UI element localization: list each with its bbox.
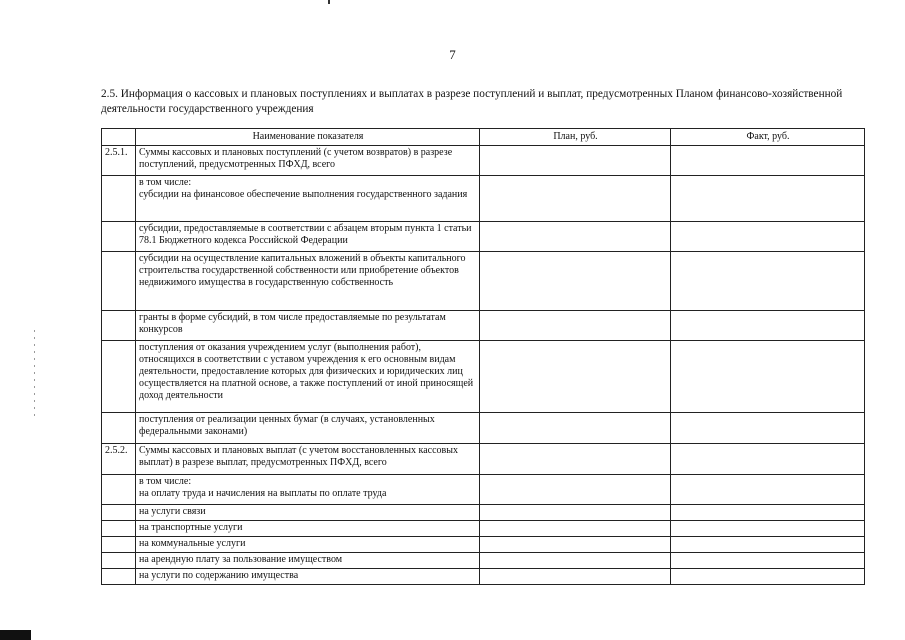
table-row bbox=[102, 311, 865, 341]
header-plan: План, руб. bbox=[480, 129, 671, 146]
scan-artifact-corner bbox=[0, 630, 31, 640]
row-fact-value bbox=[671, 505, 865, 521]
header-fact: Факт, руб. bbox=[671, 129, 865, 146]
row-indicator-name bbox=[136, 444, 480, 475]
indicator-text-line: субсидии на осуществление капитальных вложений в объекты капитального строительства государственной собственности или приобретение объектов недвижимого имущества в государственную собственность bbox=[139, 253, 466, 288]
table-body bbox=[102, 146, 865, 585]
row-code bbox=[102, 311, 136, 341]
row-plan-value bbox=[480, 176, 671, 222]
table-row bbox=[102, 176, 865, 222]
row-indicator-name bbox=[136, 475, 480, 505]
row-fact-value bbox=[671, 176, 865, 222]
row-code bbox=[102, 222, 136, 252]
table-row bbox=[102, 569, 865, 585]
row-fact-value bbox=[671, 341, 865, 413]
table-row bbox=[102, 146, 865, 176]
financial-indicators-table bbox=[101, 128, 865, 585]
indicator-text-line: на услуги связи bbox=[139, 506, 206, 517]
indicator-text-line: на оплату труда и начисления на выплаты по оплате труда bbox=[139, 488, 387, 499]
indicator-text-line: поступления от реализации ценных бумаг (в случаях, установленных федеральными законами) bbox=[139, 414, 435, 437]
row-code bbox=[102, 505, 136, 521]
table-header-row bbox=[102, 129, 865, 146]
row-fact-value bbox=[671, 475, 865, 505]
table-row bbox=[102, 537, 865, 553]
row-code bbox=[102, 413, 136, 444]
row-fact-value bbox=[671, 252, 865, 311]
row-indicator-name bbox=[136, 222, 480, 252]
indicator-text-line: на услуги по содержанию имущества bbox=[139, 570, 299, 581]
row-indicator-name bbox=[136, 341, 480, 413]
row-fact-value bbox=[671, 413, 865, 444]
scan-artifact-dots bbox=[34, 330, 35, 420]
row-plan-value bbox=[480, 222, 671, 252]
table-row bbox=[102, 475, 865, 505]
row-code bbox=[102, 521, 136, 537]
row-code: 2.5.1. bbox=[102, 146, 136, 176]
row-indicator-name bbox=[136, 252, 480, 311]
row-plan-value bbox=[480, 505, 671, 521]
header-indicator-name: Наименование показателя bbox=[136, 129, 480, 146]
row-code bbox=[102, 537, 136, 553]
row-indicator-name bbox=[136, 176, 480, 222]
row-plan-value bbox=[480, 569, 671, 585]
row-code: 2.5.2. bbox=[102, 444, 136, 475]
indicator-text-line: на арендную плату за пользование имуществом bbox=[139, 554, 343, 565]
table-row bbox=[102, 222, 865, 252]
table-row bbox=[102, 252, 865, 311]
row-indicator-name bbox=[136, 553, 480, 569]
table-row bbox=[102, 521, 865, 537]
table-row bbox=[102, 413, 865, 444]
row-plan-value bbox=[480, 553, 671, 569]
table-row bbox=[102, 505, 865, 521]
table-row bbox=[102, 444, 865, 475]
indicator-text-line: в том числе: bbox=[139, 177, 192, 188]
row-fact-value bbox=[671, 553, 865, 569]
row-plan-value bbox=[480, 413, 671, 444]
indicator-text-line: поступления от оказания учреждением услуг (выполнения работ), относящихся в соответствии с уставом учреждения к его основным видам деятельности, предоставление которых для физических и юридических лиц осуществляется на платной основе, а также поступлений от иной приносящей доход деятельности bbox=[139, 342, 474, 401]
indicator-text-line: на транспортные услуги bbox=[139, 522, 243, 533]
indicator-text-line: в том числе: bbox=[139, 476, 192, 487]
row-indicator-name bbox=[136, 311, 480, 341]
row-plan-value bbox=[480, 521, 671, 537]
page-number: 7 bbox=[449, 47, 456, 62]
row-indicator-name bbox=[136, 413, 480, 444]
row-code bbox=[102, 475, 136, 505]
row-plan-value bbox=[480, 341, 671, 413]
row-code bbox=[102, 341, 136, 413]
indicator-text-line: на коммунальные услуги bbox=[139, 538, 246, 549]
row-plan-value bbox=[480, 311, 671, 341]
row-indicator-name bbox=[136, 146, 480, 176]
row-indicator-name bbox=[136, 521, 480, 537]
row-fact-value bbox=[671, 311, 865, 341]
header-code bbox=[102, 129, 136, 146]
indicator-text-line: Суммы кассовых и плановых поступлений (с учетом возвратов) в разрезе поступлений, предусмотренных ПФХД, всего bbox=[139, 147, 453, 170]
row-fact-value bbox=[671, 146, 865, 176]
row-plan-value bbox=[480, 146, 671, 176]
indicator-text-line: гранты в форме субсидий, в том числе предоставляемые по результатам конкурсов bbox=[139, 312, 446, 335]
row-code bbox=[102, 252, 136, 311]
row-indicator-name bbox=[136, 537, 480, 553]
row-fact-value bbox=[671, 444, 865, 475]
table-row bbox=[102, 341, 865, 413]
row-fact-value bbox=[671, 521, 865, 537]
row-plan-value bbox=[480, 475, 671, 505]
row-indicator-name bbox=[136, 505, 480, 521]
row-code bbox=[102, 553, 136, 569]
row-indicator-name bbox=[136, 569, 480, 585]
section-heading: 2.5. Информация о кассовых и плановых поступлениях и выплатах в разрезе поступлений и выплат, предусмотренных Планом финансово-хозяйственной деятельности государственного учреждения bbox=[101, 88, 843, 115]
indicator-text-line: субсидии на финансовое обеспечение выполнения государственного задания bbox=[139, 189, 468, 200]
indicator-text-line: субсидии, предоставляемые в соответствии с абзацем вторым пункта 1 статьи 78.1 Бюджетного кодекса Российской Федерации bbox=[139, 223, 472, 246]
row-fact-value bbox=[671, 222, 865, 252]
row-plan-value bbox=[480, 252, 671, 311]
row-code bbox=[102, 176, 136, 222]
row-fact-value bbox=[671, 569, 865, 585]
table-row bbox=[102, 553, 865, 569]
indicator-text-line: Суммы кассовых и плановых выплат (с учетом восстановленных кассовых выплат) в разрезе выплат, предусмотренных ПФХД, всего bbox=[139, 445, 458, 468]
row-fact-value bbox=[671, 537, 865, 553]
row-code bbox=[102, 569, 136, 585]
row-plan-value bbox=[480, 537, 671, 553]
row-plan-value bbox=[480, 444, 671, 475]
scan-artifact-top bbox=[328, 0, 330, 4]
